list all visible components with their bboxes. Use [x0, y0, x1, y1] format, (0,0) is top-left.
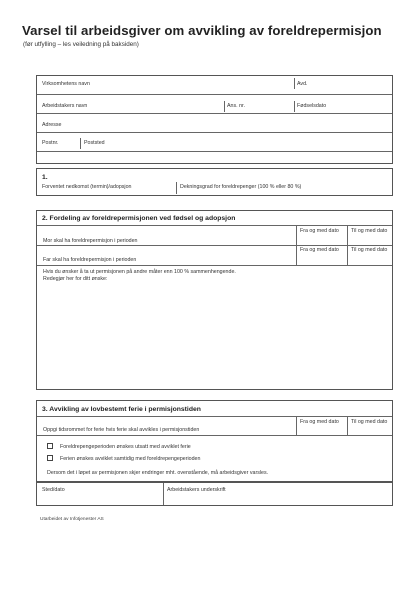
postal-place-label: Poststed [84, 140, 105, 146]
form-subtitle: (før utfylling – les veiledning på baksiden) [23, 41, 139, 48]
divider [347, 245, 348, 265]
personal-info-box [36, 75, 393, 164]
divider [296, 416, 297, 435]
address-label: Adresse [42, 122, 62, 128]
vacation-period-label: Oppgi tidsrommet for ferie hvis ferie skal avvikles i permisjonstiden [43, 427, 200, 433]
vacation-to-date-label: Til og med dato [351, 419, 388, 425]
divider [80, 138, 81, 149]
postpone-checkbox[interactable] [47, 443, 53, 449]
concurrent-option-label: Ferien ønskes avviklet samtidig med foreldrepengeperioden [60, 456, 201, 462]
divider [37, 132, 392, 133]
divider [176, 182, 177, 194]
signature-label: Arbeidstakers underskrift [167, 487, 226, 493]
section-3-box [36, 400, 393, 482]
divider [224, 101, 225, 112]
divider [37, 416, 392, 417]
due-date-label: Forventet nedkomst (termin)/adopsjon [42, 184, 132, 190]
section-1-number: 1. [42, 174, 48, 181]
section-1-box [36, 168, 393, 196]
divider [296, 245, 297, 265]
divider [37, 225, 392, 226]
father-to-date-label: Til og med dato [351, 247, 388, 253]
divider [347, 416, 348, 435]
divider [37, 265, 392, 266]
divider [37, 245, 392, 246]
divider [294, 101, 295, 112]
other-leave-prompt: Redegjør her for ditt ønske: [43, 276, 108, 282]
dept-label: Avd. [297, 81, 308, 87]
concurrent-checkbox[interactable] [47, 455, 53, 461]
postpone-option-label: Foreldrepengeperioden ønskes utsatt med avviklet ferie [60, 444, 191, 450]
divider [347, 225, 348, 245]
divider [296, 225, 297, 245]
section-2-title: 2. Fordeling av foreldrepermisjonen ved fødsel og adopsjon [42, 215, 236, 222]
vacation-from-date-label: Fra og med dato [300, 419, 339, 425]
employee-name-label: Arbeidstakers navn [42, 103, 88, 109]
mother-period-label: Mor skal ha foreldrepermisjon i perioden [43, 238, 138, 244]
divider [294, 78, 295, 89]
place-date-label: Sted/dato [42, 487, 65, 493]
section-3-title: 3. Avvikling av lovbestemt ferie i permisjonstiden [42, 406, 201, 413]
footer-text: Utarbeidet av Infotjenester AS [40, 517, 104, 522]
divider [37, 435, 392, 436]
form-title: Varsel til arbeidsgiver om avvikling av foreldrepermisjon [22, 23, 382, 38]
company-name-label: Virksomhetens navn [42, 81, 90, 87]
divider [163, 483, 164, 505]
mother-from-date-label: Fra og med dato [300, 228, 339, 234]
divider [37, 94, 392, 95]
postal-number-label: Postnr. [42, 140, 59, 146]
change-notice: Dersom det i løpet av permisjonen skjer endringer mht. ovenstående, må arbeidsgiver varsles. [47, 470, 269, 476]
father-period-label: Far skal ha foreldrepermisjon i perioden [43, 257, 137, 263]
section-2-box [36, 210, 393, 390]
other-leave-instruction: Hvis du ønsker å ta ut permisjonen på andre måter enn 100 % sammenhengende. [43, 269, 236, 275]
divider [37, 151, 392, 152]
employee-number-label: Ans. nr. [227, 103, 245, 109]
father-from-date-label: Fra og med dato [300, 247, 339, 253]
signature-box [36, 482, 393, 506]
mother-to-date-label: Til og med dato [351, 228, 388, 234]
birthdate-label: Fødselsdato [297, 103, 327, 109]
divider [37, 113, 392, 114]
coverage-label: Dekningsgrad for foreldrepenger (100 % eller 80 %) [180, 184, 302, 190]
